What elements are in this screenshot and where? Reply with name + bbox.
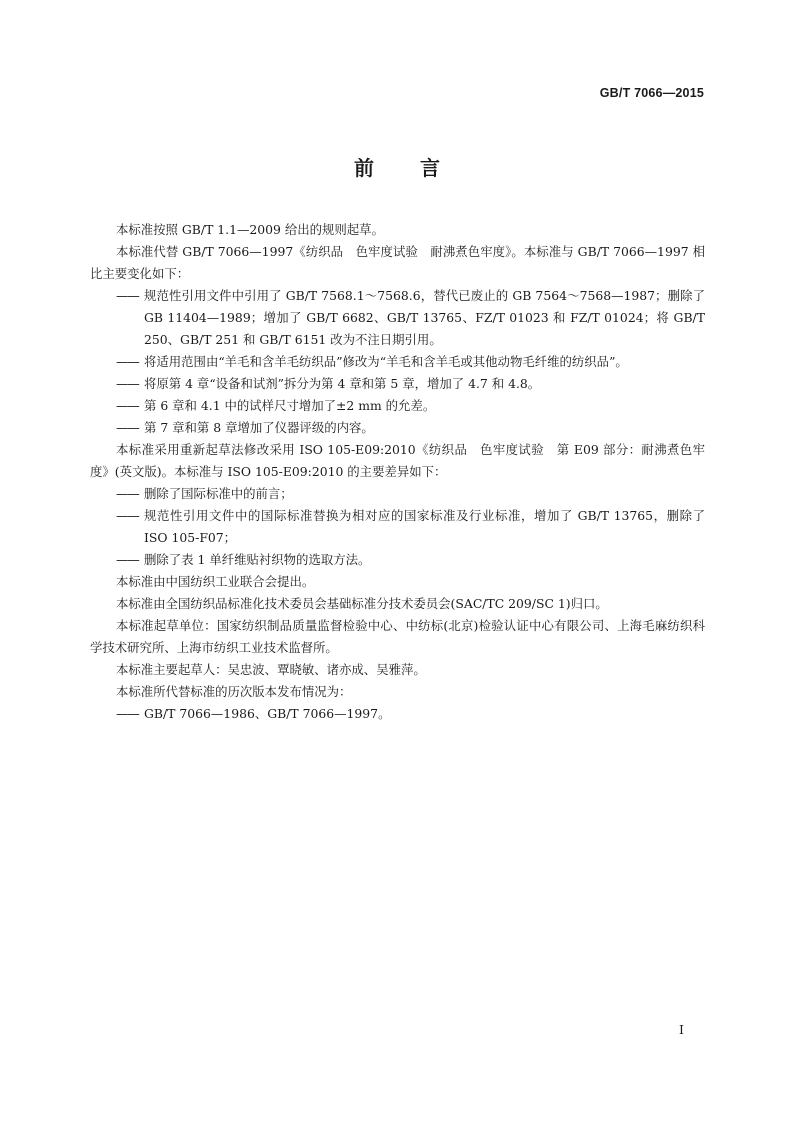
list-item [90, 505, 705, 549]
paragraph: 本标准所代替标准的历次版本发布情况为： [116, 684, 352, 699]
dash-marker: —— [116, 508, 139, 523]
list-item-text: GB/T 7066—1986、GB/T 7066—1997。 [144, 706, 391, 721]
title-char-1: 前 [354, 156, 374, 180]
list-item-text: 第 6 章和 4.1 中的试样尺寸增加了±2 mm 的允差。 [144, 398, 436, 413]
dash-marker: —— [116, 376, 139, 391]
dash-marker: —— [116, 420, 139, 435]
page-number: I [679, 1022, 684, 1037]
list-item [90, 483, 705, 505]
list-item [90, 549, 705, 571]
list-item [90, 285, 705, 351]
list-item-text: 第 7 章和第 8 章增加了仪器评级的内容。 [144, 420, 374, 435]
standard-number: GB/T 7066—2015 [599, 86, 704, 100]
list-item-text: 删除了国际标准中的前言； [144, 486, 293, 501]
dash-marker: —— [116, 398, 139, 413]
dash-marker: —— [116, 486, 139, 501]
paragraph: 本标准按照 GB/T 1.1—2009 给出的规则起草。 [116, 222, 384, 237]
paragraph: 本标准由中国纺织工业联合会提出。 [116, 574, 315, 589]
dash-marker: —— [116, 552, 139, 567]
paragraph: 本标准采用重新起草法修改采用 ISO 105-E09:2010《纺织品 色牢度试验 第 E09 部分：耐沸煮色牢度》(英文版)。本标准与 ISO 105-E09:2010 的主要差异如下： [90, 442, 705, 479]
list-item [90, 373, 705, 395]
paragraph: 本标准由全国纺织品标准化技术委员会基础标准分技术委员会(SAC/TC 209/SC 1)归口。 [116, 596, 608, 611]
list-item [90, 417, 705, 439]
list-item [90, 395, 705, 417]
foreword-body [90, 219, 705, 725]
list-item-text: 规范性引用文件中引用了 GB/T 7568.1～7568.6，替代已废止的 GB 7564～7568—1987；删除了 GB 11404—1989；增加了 GB/T 6682、GB/T 13765、FZ/T 01023 和 FZ/T 01024；将 GB/T 250、GB/T 251 和 GB/T 6151 改为不注日期引用。 [144, 288, 705, 347]
list-item-text: 将适用范围由“羊毛和含羊毛纺织品”修改为“羊毛和含羊毛或其他动物毛纤维的纺织品”。 [144, 354, 628, 369]
list-item [90, 703, 705, 725]
paragraph: 本标准起草单位：国家纺织制品质量监督检验中心、中纺标(北京)检验认证中心有限公司、上海毛麻纺织科学技术研究所、上海市纺织工业技术监督所。 [90, 618, 705, 655]
dash-marker: —— [116, 706, 139, 721]
page-title [0, 152, 794, 181]
list-item-text: 将原第 4 章“设备和试剂”拆分为第 4 章和第 5 章，增加了 4.7 和 4.8。 [144, 376, 541, 391]
dash-marker: —— [116, 288, 139, 303]
paragraph: 本标准代替 GB/T 7066—1997《纺织品 色牢度试验 耐沸煮色牢度》。本标准与 GB/T 7066—1997 相比主要变化如下： [90, 244, 705, 281]
list-item-text: 删除了表 1 单纤维贴衬织物的选取方法。 [144, 552, 371, 567]
title-char-2: 言 [420, 156, 440, 180]
list-item-text: 规范性引用文件中的国际标准替换为相对应的国家标准及行业标准，增加了 GB/T 13765，删除了 ISO 105-F07； [144, 508, 705, 545]
dash-marker: —— [116, 354, 139, 369]
list-item [90, 351, 705, 373]
paragraph: 本标准主要起草人：吴忠波、覃晓敏、诸亦成、吴雅萍。 [116, 662, 426, 677]
